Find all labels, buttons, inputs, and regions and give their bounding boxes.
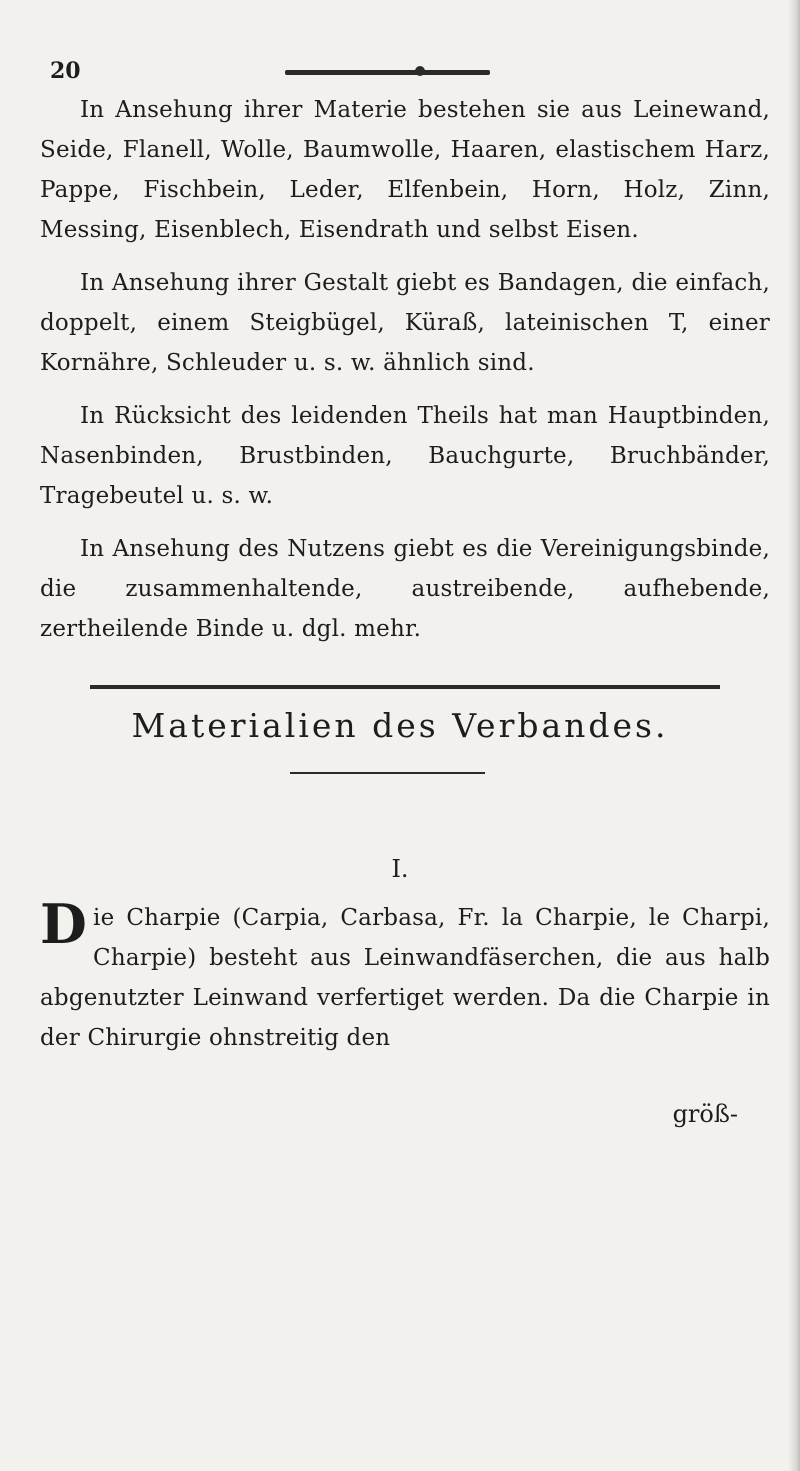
section-title: Materialien des Verbandes. [131,706,669,745]
paragraph-charpie [40,892,770,1058]
header-ornament-rule [285,70,490,75]
section-divider-thin [290,772,485,774]
paragraph-body-part: In Rücksicht des leidenden Theils hat man Hauptbinden, Nasenbinden, Brustbinden, Bauchgurte, Bruchbänder, Tragebeutel u. s. w. [40,403,770,509]
section-number: I. [391,855,409,883]
paragraph-charpie-text: ie Charpie (Carpia, Carbasa, Fr. la Charpie, le Charpi, Charpie) besteht aus Leinwandfäserchen, die aus halb abgenutzter Leinwand verfertiget werden. Da die Charpie in der Chirurgie ohnstreitig den [40,905,770,1051]
drop-cap: D [40,892,88,956]
main-text [40,892,770,1071]
header-ornament-dot [415,66,425,76]
paragraph-shape: In Ansehung ihrer Gestalt giebt es Bandagen, die einfach, doppelt, einem Steigbügel, Küraß, lateinischen T, einer Kornähre, Schleuder u. s. w. ähnlich sind. [40,270,770,376]
intro-text [40,90,770,662]
paragraph-use: In Ansehung des Nutzens giebt es die Vereinigungsbinde, die zusammenhaltende, austreibende, aufhebende, zertheilende Binde u. dgl. mehr. [40,536,770,642]
catchword: größ- [672,1100,738,1128]
section-divider-thick [90,685,720,689]
page-number: 20 [50,58,81,84]
paragraph-material: In Ansehung ihrer Materie bestehen sie aus Leinewand, Seide, Flanell, Wolle, Baumwolle, Haaren, elastischem Harz, Pappe, Fischbein, Leder, Elfenbein, Horn, Holz, Zinn, Messing, Eisenblech, Eisendrath und selbst Eisen. [40,97,770,243]
